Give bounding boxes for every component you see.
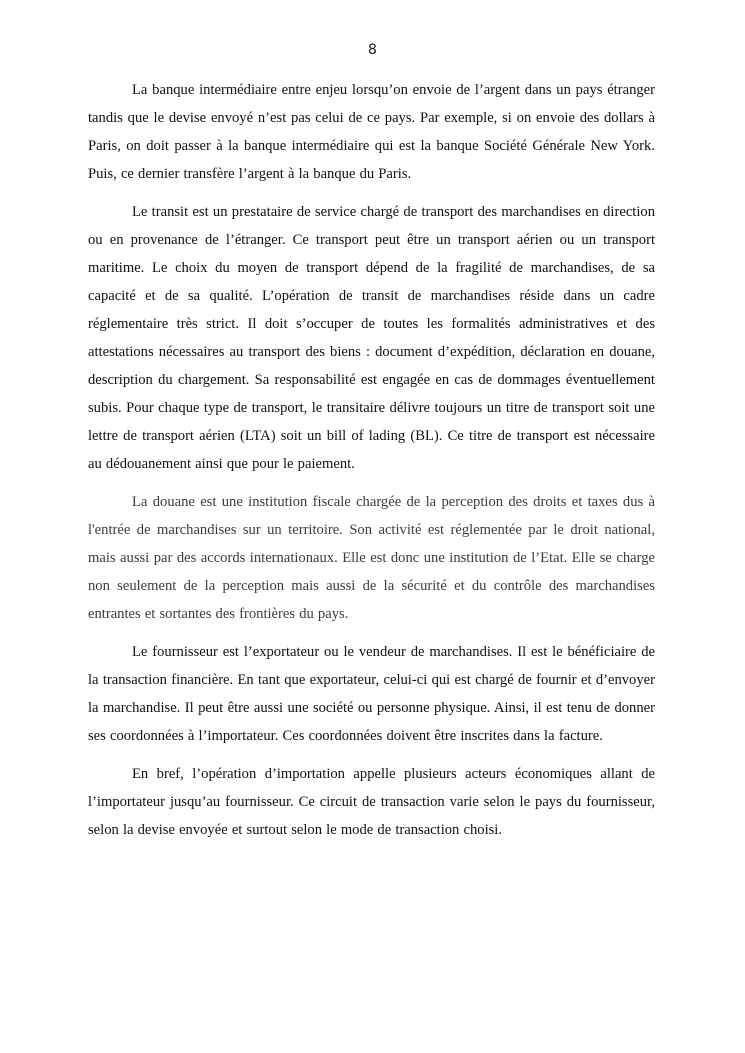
document-body — [88, 76, 655, 854]
paragraph-fournisseur: Le fournisseur est l’exportateur ou le vendeur de marchandises. Il est le bénéficiaire de la transaction financière. En tant que exportateur, celui-ci qui est chargé de fournir et d’envoyer la marchandise. Il peut être aussi une société ou personne physique. Ainsi, il est tenu de donner ses coordonnées à l’importateur. Ces coordonnées doivent être inscrites dans la facture. — [88, 644, 655, 744]
paragraph-banque-intermediaire: La banque intermédiaire entre enjeu lorsqu’on envoie de l’argent dans un pays étranger tandis que le devise envoyé n’est pas celui de ce pays. Par exemple, si on envoie des dollars à Paris, on doit passer à la banque intermédiaire qui est la banque Société Générale New York. Puis, ce dernier transfère l’argent à la banque du Paris. — [88, 82, 655, 182]
paragraph-transit: Le transit est un prestataire de service chargé de transport des marchandises en direction ou en provenance de l’étranger. Ce transport peut être un transport aérien ou un transport maritime. Le choix du moyen de transport dépend de la fragilité de marchandises, de sa capacité et de sa qualité. L’opération de transit de marchandises réside dans un cadre réglementaire très strict. Il doit s’occuper de toutes les formalités administratives et des attestations nécessaires au transport des biens : document d’expédition, déclaration en douane, description du chargement. Sa responsabilité est engagée en cas de dommages éventuellement subis. Pour chaque type de transport, le transitaire délivre toujours un titre de transport soit une lettre de transport aérien (LTA) soit un bill of lading (BL). Ce titre de transport est nécessaire au dédouanement ainsi que pour le paiement. — [88, 204, 655, 472]
paragraph-conclusion: En bref, l’opération d’importation appelle plusieurs acteurs économiques allant de l’importateur jusqu’au fournisseur. Ce circuit de transaction varie selon le pays du fournisseur, selon la devise envoyée et surtout selon le mode de transaction choisi. — [88, 766, 655, 838]
paragraph-douane: La douane est une institution fiscale chargée de la perception des droits et taxes dus à l'entrée de marchandises sur un territoire. Son activité est réglementée par le droit national, mais aussi par des accords internationaux. Elle est donc une institution de l’Etat. Elle se charge non seulement de la perception mais aussi de la sécurité et du contrôle des marchandises entrantes et sortantes des frontières du pays. — [88, 494, 655, 622]
page-number: 8 — [368, 42, 377, 58]
